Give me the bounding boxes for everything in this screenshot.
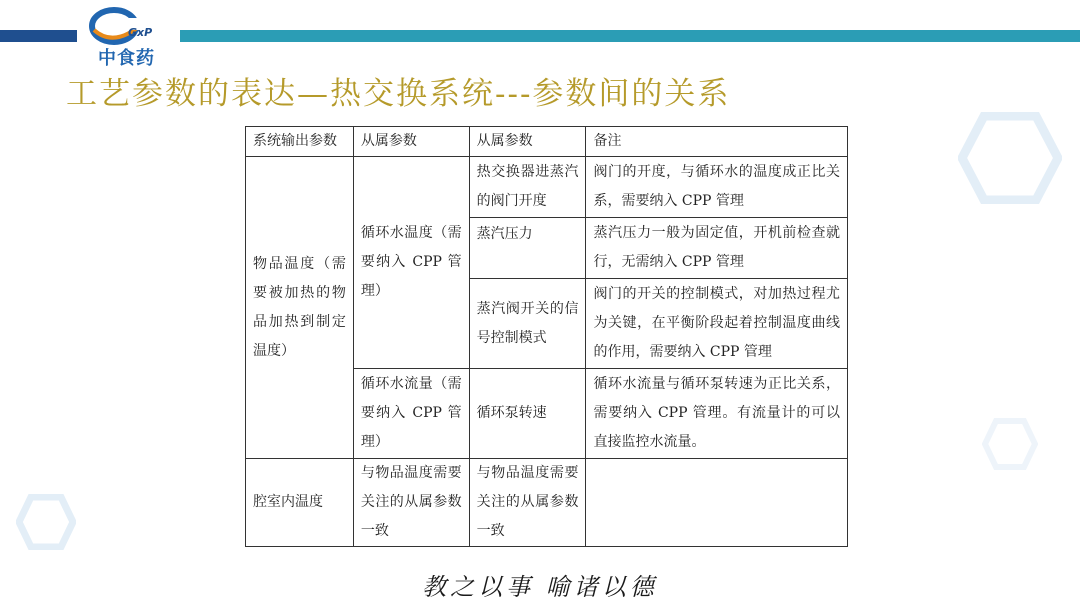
param-cell: 循环泵转速	[469, 369, 586, 459]
note-cell: 阀门的开度，与循环水的温度成正比关系，需要纳入 CPP 管理	[586, 157, 848, 218]
header-bar-right	[180, 30, 1080, 42]
logo-name: 中食药	[98, 48, 155, 69]
parameter-table	[245, 126, 848, 547]
param-cell: 热交换器进蒸汽的阀门开度	[469, 157, 586, 218]
note-cell: 阀门的开关的控制模式，对加热过程尤为关键，在平衡阶段起着控制温度曲线的作用，需要纳入 CPP 管理	[586, 279, 848, 369]
output-param-cell: 腔室内温度	[246, 459, 354, 547]
table-row	[246, 157, 848, 218]
header-sub-param: 从属参数	[353, 127, 469, 157]
param-cell: 蒸汽压力	[469, 218, 586, 279]
sub-param-cell: 循环水流量（需要纳入 CPP 管理）	[353, 369, 469, 459]
table-row	[246, 459, 848, 547]
sub-param-cell: 与物品温度需要关注的从属参数一致	[353, 459, 469, 547]
table-header-row	[246, 127, 848, 157]
slide-title: 工艺参数的表达—热交换系统---参数间的关系	[66, 76, 731, 112]
hexagon-decoration-icon	[16, 494, 76, 550]
footer-motto: 教之以事 喻诸以德	[422, 573, 658, 601]
note-cell	[586, 459, 848, 547]
param-cell: 蒸汽阀开关的信号控制模式	[469, 279, 586, 369]
output-param-cell: 物品温度（需要被加热的物品加热到制定温度）	[246, 157, 354, 459]
note-cell: 蒸汽压力一般为固定值，开机前检查就行，无需纳入 CPP 管理	[586, 218, 848, 279]
note-cell: 循环水流量与循环泵转速为正比关系，需要纳入 CPP 管理。有流量计的可以直接监控水流量。	[586, 369, 848, 459]
hexagon-decoration-icon	[958, 112, 1062, 204]
param-cell: 与物品温度需要关注的从属参数一致	[469, 459, 586, 547]
hexagon-decoration-icon	[982, 418, 1038, 470]
sub-param-cell: 循环水温度（需要纳入 CPP 管理）	[353, 157, 469, 369]
company-logo	[88, 4, 178, 69]
header-bar-left	[0, 30, 77, 42]
header-note: 备注	[586, 127, 848, 157]
header-output-param: 系统输出参数	[246, 127, 354, 157]
header-sub-param: 从属参数	[469, 127, 586, 157]
logo-badge: GxP	[128, 26, 153, 39]
